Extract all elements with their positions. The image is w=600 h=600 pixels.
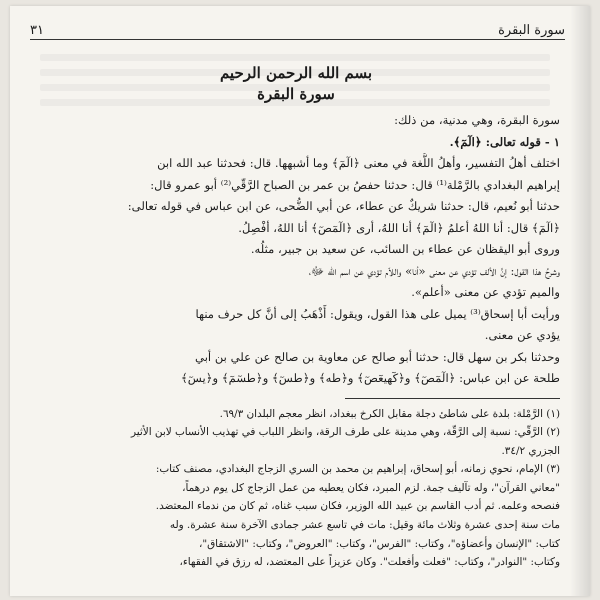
surah-title: سورة البقرة bbox=[257, 85, 335, 103]
text-line: ﴿الٓمٓ﴾ قال: أنا اللهُ أعلمُ ﴿الٓمٓ﴾ أنا اللهُ، أرى ﴿الٓمٓصٓ﴾ أنا اللهُ، أفْصِلُ. bbox=[238, 220, 560, 235]
page-number: ٣١ bbox=[30, 23, 44, 38]
footnote-separator bbox=[345, 398, 560, 399]
header-surah-name: سورة البقرة bbox=[498, 23, 565, 38]
book-page bbox=[10, 6, 590, 596]
page-content bbox=[32, 62, 560, 572]
basmala-heading: بسم الله الرحمن الرحيم bbox=[219, 64, 373, 82]
footnotes bbox=[32, 405, 560, 572]
text-line: والميم تؤدي عن معنى «أعلم». bbox=[411, 285, 560, 299]
main-text bbox=[32, 110, 560, 390]
footnote-line: فنصحه وعلمه. ثم أدب القاسم بن عبيد الله الوزير، فكان سبب غناه، ثم كان من ندماء المعتضد. bbox=[155, 500, 560, 513]
text-line: سورة البقرة، وهي مدنية، من ذلك: bbox=[394, 113, 560, 127]
text-line: إبراهيم البغدادي بالرَّمْلة⁽¹⁾ قال: حدثنا حفصُ بن عمر بن الصباح الرَّقّي⁽²⁾ أبو عمرو قال: bbox=[150, 177, 560, 192]
header-rule bbox=[30, 39, 565, 40]
footnote-line: كتاب: "الإنسان وأعضاؤه"، وكتاب: "الفرس"، وكتاب: "العروض"، وكتاب: "الاشتقاق"، bbox=[198, 537, 560, 550]
footnote-line: وكتاب: "النوادر"، وكتاب: "فعلت وأفعلت". وكان عزيزاً على المعتضد، له رزق في الفقهاء، bbox=[179, 556, 560, 569]
footnote-line: (٢) الرَّقّي: نسبة إلى الرَّقّة، وهي مدينة على طرف الرقة، وانظر اللباب في تهذيب الأنساب لابن الأثير bbox=[131, 426, 560, 439]
text-line: طلحة عن ابن عباس: ﴿الٓمٓصٓ﴾ و﴿كٓهيعٓصٓ﴾ و﴿طه﴾ و﴿طسٓ﴾ و﴿طسٓمٓ﴾ و﴿يسٓ﴾ bbox=[180, 371, 560, 385]
footnote-line: مات سنة إحدى عشرة وثلاث مائة وقيل: مات في تاسع عشر جمادى الآخرة سنة عشرة. وله bbox=[169, 519, 560, 532]
text-line: وروى أبو اليقظان عن عطاء بن السائب، عن سعيد بن جبير، مثلُه. bbox=[250, 242, 560, 256]
text-line: ورأيت أبا إسحاق⁽³⁾ يميل على هذا القول، ويقول: أَذْهَبُ إلى أنَّ كل حرف منها bbox=[195, 306, 560, 321]
footnote-line: "معاني القرآن"، وله تآليف جمة. لزم المبرد، فكان يعطيه من عمل الزجاج كل يوم درهماً، bbox=[182, 481, 560, 494]
footnote-line: (١) الرَّمْلة: بلدة على شاطئ دجلة مقابل الكرخ ببغداد، انظر معجم البلدان ٦٩/٣. bbox=[219, 407, 560, 420]
footnote-line: (٣) الإمام، نحوي زمانه، أبو إسحاق، إبراهيم بن محمد بن السري الزجاج البغدادي، مصنف كتاب: bbox=[155, 463, 560, 476]
text-line: يؤدي عن معنى. bbox=[484, 328, 560, 342]
page-spine-shadow bbox=[570, 6, 590, 596]
text-line: وحدثنا بكر بن سهل قال: حدثنا أبو صالح عن معاوية بن صالح عن علي بن أبي bbox=[195, 349, 560, 364]
footnote-line: الجزري ٣٤/٢. bbox=[501, 444, 560, 457]
text-line: حدثنا أبو نُعيم، قال: حدثنا شريكٌ عن عطاء، عن أبي الضُّحى، عن ابن عباس في قوله تعالى: bbox=[127, 199, 560, 213]
text-line: وشرحُ هذا القول: إنَّ الألف تؤدي عن معنى «أنا» واللاّم تؤدي عن اسم الله ﷻ، bbox=[308, 263, 560, 278]
text-line: اختلف أهلُ التفسير، وأهلُ اللُّغة في معنى ﴿الٓمٓ﴾ وما أشبهها. قال: فحدثنا عبد الله ابن bbox=[157, 156, 560, 170]
running-header bbox=[30, 18, 565, 38]
text-line: ١ - قوله تعالى: ﴿الٓمٓ﴾. bbox=[449, 134, 560, 149]
